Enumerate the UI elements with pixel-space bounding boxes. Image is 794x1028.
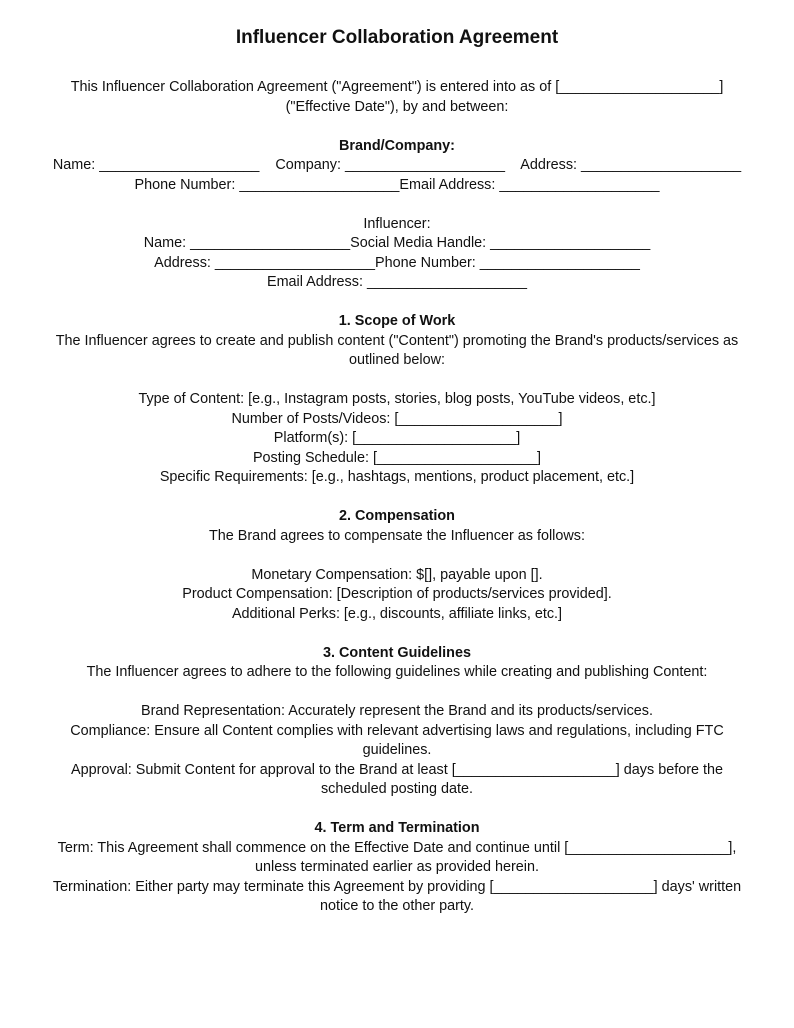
guideline-item[interactable]: Approval: Submit Content for approval to the Brand at least [____________________] days before the [70,761,724,778]
compensation-item: Additional Perks: [e.g., discounts, affiliate links, etc.] [231,605,563,622]
brand-address-field[interactable]: Address: ____________________ [520,157,742,173]
compensation-item: Monetary Compensation: $[], payable upon []. [251,566,543,583]
scope-item: Specific Requirements: [e.g., hashtags, mentions, product placement, etc.] [159,469,635,485]
section-text: outlined below: [348,352,445,368]
scope-item[interactable]: Number of Posts/Videos: [____________________] [231,410,563,427]
section-heading-scope: 1. Scope of Work [338,313,456,329]
brand-heading: Brand/Company: [339,137,455,154]
guideline-item: scheduled posting date. [320,781,473,797]
guideline-item: Brand Representation: Accurately represent the Brand and its products/services. [141,703,653,719]
intro-line: This Influencer Collaboration Agreement ("Agreement") is entered into as of [____________________] [70,79,724,95]
term-item: unless terminated earlier as provided herein. [255,859,539,875]
scope-item[interactable]: Platform(s): [____________________] [273,430,521,446]
guideline-item: Compliance: Ensure all Content complies with relevant advertising laws and regulations, including FTC [70,722,724,739]
section-text: The Influencer agrees to create and publish content ("Content") promoting the Brand's products/services as [55,332,739,349]
term-item[interactable]: Termination: Either party may terminate this Agreement by providing [____________________] days' written [52,878,742,895]
compensation-item: Product Compensation: [Description of products/services provided]. [182,586,612,602]
influencer-field-line[interactable]: Name: ____________________Social Media Handle: ____________________ [143,235,651,251]
scope-item[interactable]: Posting Schedule: [____________________] [252,449,542,466]
brand-name-field[interactable]: Name: ____________________ [52,157,260,173]
intro-line: ("Effective Date"), by and between: [285,98,509,115]
agreement-body [0,78,794,917]
document-title: Influencer Collaboration Agreement [235,27,559,48]
influencer-field-line[interactable]: Email Address: ____________________ [266,274,528,290]
influencer-field-line[interactable]: Address: ____________________Phone Number: ____________________ [154,254,640,271]
section-text: The Brand agrees to compensate the Influencer as follows: [209,527,585,544]
section-text: The Influencer agrees to adhere to the following guidelines while creating and publishing Content: [86,664,708,680]
scope-item: Type of Content: [e.g., Instagram posts, stories, blog posts, YouTube videos, etc.] [138,391,656,407]
section-heading-guidelines: 3. Content Guidelines [323,644,471,661]
guideline-item: guidelines. [362,742,432,758]
brand-company-field[interactable]: Company: ____________________ [275,157,506,173]
section-heading-compensation: 2. Compensation [339,508,455,524]
section-heading-term: 4. Term and Termination [314,820,480,836]
term-item: notice to the other party. [319,898,475,914]
term-item[interactable]: Term: This Agreement shall commence on the Effective Date and continue until [____________________], [57,839,737,856]
influencer-heading: Influencer: [363,215,431,232]
brand-contact-fields[interactable]: Phone Number: ____________________Email Address: ____________________ [134,176,660,193]
brand-fields-row [0,156,794,176]
